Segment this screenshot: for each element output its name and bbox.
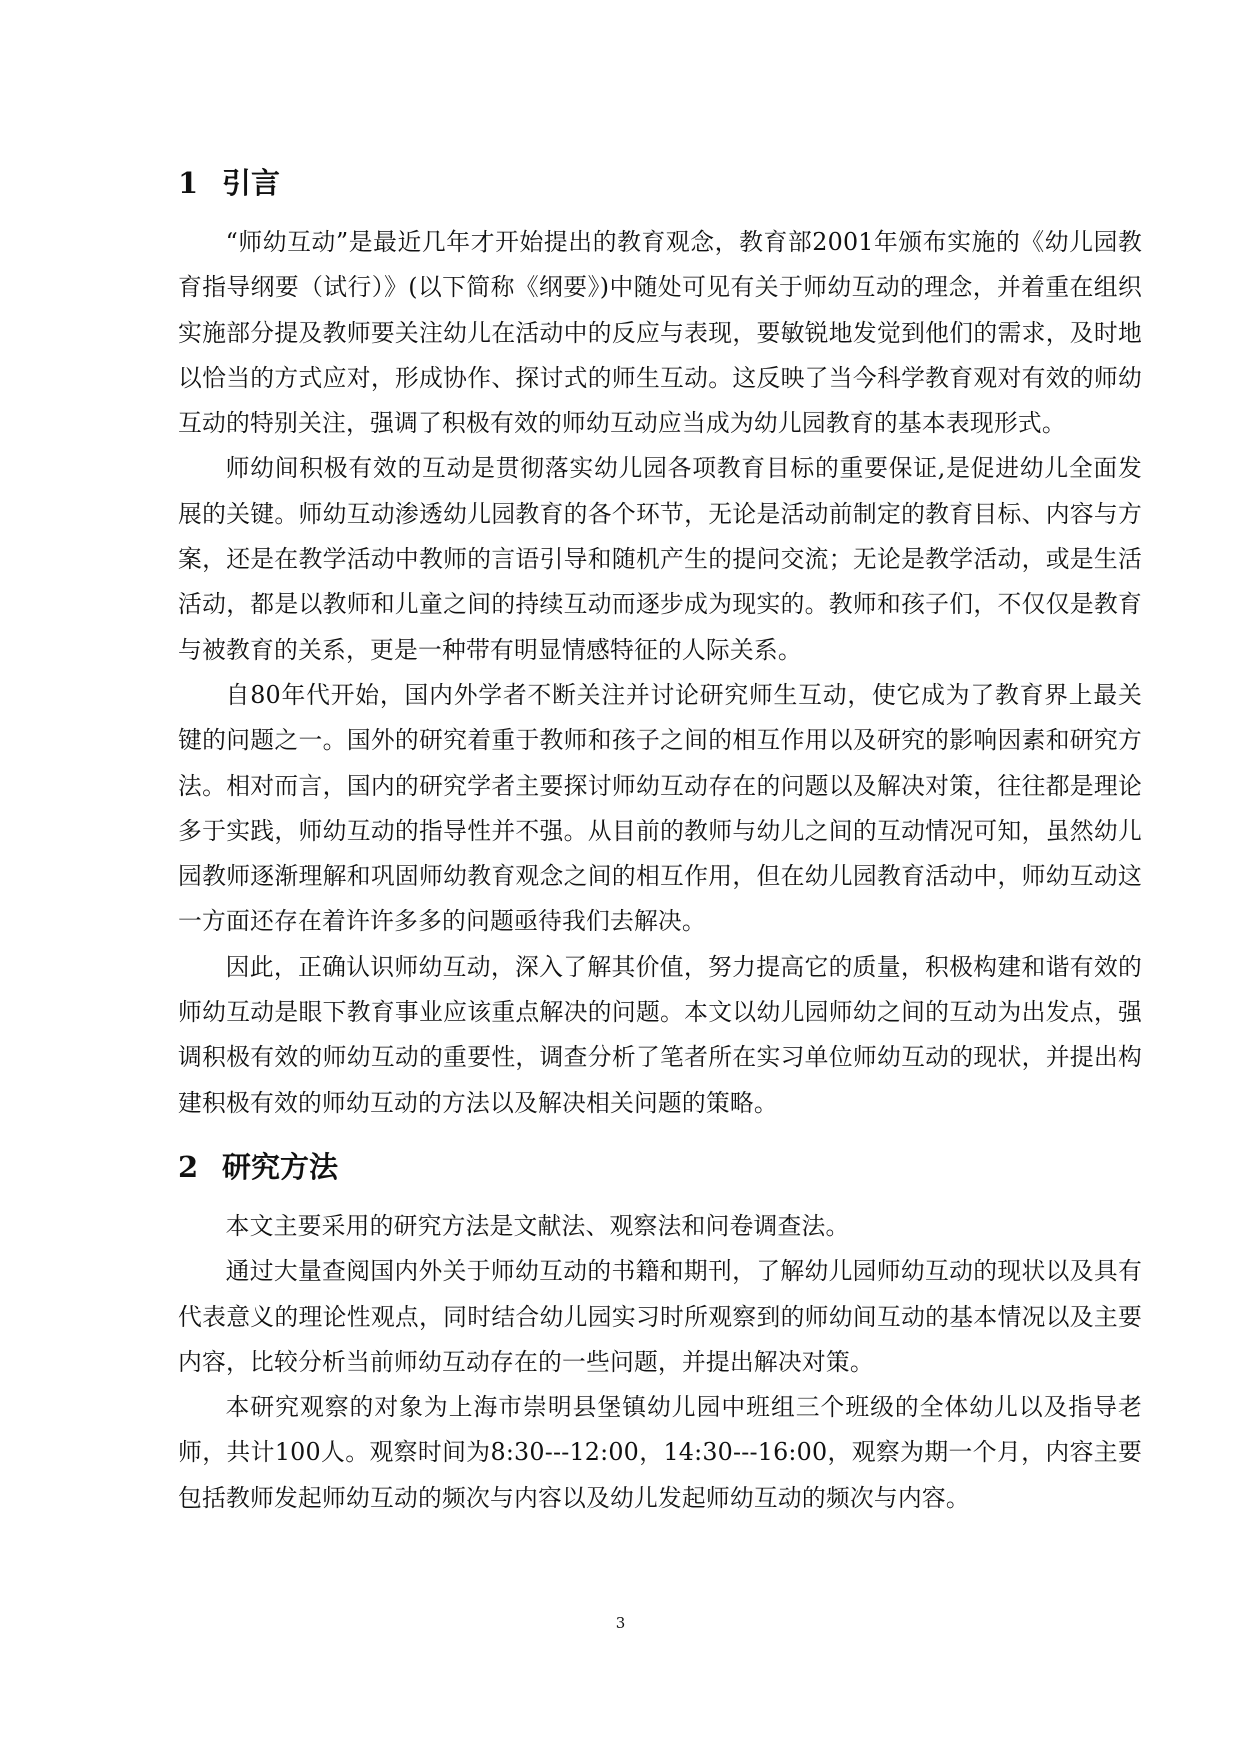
- section-number: 1: [178, 166, 199, 200]
- paragraph: 通过大量查阅国内外关于师幼互动的书籍和期刊，了解幼儿园师幼互动的现状以及具有代表意义的理论性观点，同时结合幼儿园实习时所观察到的师幼间互动的基本情况以及主要内容，比较分析当前师幼互动存在的一些问题，并提出解决对策。: [178, 1257, 1142, 1376]
- paragraph: 本研究观察的对象为上海市崇明县堡镇幼儿园中班组三个班级的全体幼儿以及指导老师，共计100人。观察时间为8:30---12:00，14:30---16:00，观察为期一个月，内容主要包括教师发起师幼互动的频次与内容以及幼儿发起师幼互动的频次与内容。: [178, 1393, 1142, 1512]
- section-heading-research-methods: [178, 1146, 1142, 1188]
- section-title: 研究方法: [222, 1149, 339, 1184]
- paragraph: 师幼间积极有效的互动是贯彻落实幼儿园各项教育目标的重要保证,是促进幼儿全面发展的关键。师幼互动渗透幼儿园教育的各个环节，无论是活动前制定的教育目标、内容与方案，还是在教学活动中教师的言语引导和随机产生的提问交流；无论是教学活动，或是生活活动，都是以教师和儿童之间的持续互动而逐步成为现实的。教师和孩子们，不仅仅是教育与被教育的关系，更是一种带有明显情感特征的人际关系。: [178, 454, 1142, 664]
- section-number: 2: [178, 1149, 199, 1184]
- page-number: 3: [615, 1614, 626, 1632]
- section-heading-introduction: [178, 162, 1142, 204]
- paragraph: 因此，正确认识师幼互动，深入了解其价值，努力提高它的质量，积极构建和谐有效的师幼互动是眼下教育事业应该重点解决的问题。本文以幼儿园师幼之间的互动为出发点，强调积极有效的师幼互动的重要性，调查分析了笔者所在实习单位师幼互动的现状，并提出构建积极有效的师幼互动的方法以及解决相关问题的策略。: [178, 952, 1142, 1117]
- paragraph: 本文主要采用的研究方法是文献法、观察法和问卷调查法。: [225, 1211, 850, 1240]
- section-title: 引言: [222, 166, 281, 200]
- paragraph: “师幼互动”是最近几年才开始提出的教育观念，教育部2001年颁布实施的《幼儿园教育指导纲要（试行）》(以下简称《纲要》)中随处可见有关于师幼互动的理念，并着重在组织实施部分提及教师要关注幼儿在活动中的反应与表现，要敏锐地发觉到他们的需求，及时地以恰当的方式应对，形成协作、探讨式的师生互动。这反映了当今科学教育观对有效的师幼互动的特别关注，强调了积极有效的师幼互动应当成为幼儿园教育的基本表现形式。: [178, 228, 1142, 438]
- paragraph: 自80年代开始，国内外学者不断关注并讨论研究师生互动，使它成为了教育界上最关键的问题之一。国外的研究着重于教师和孩子之间的相互作用以及研究的影响因素和研究方法。相对而言，国内的研究学者主要探讨师幼互动存在的问题以及解决对策，往往都是理论多于实践，师幼互动的指导性并不强。从目前的教师与幼儿之间的互动情况可知，虽然幼儿园教师逐渐理解和巩固师幼教育观念之间的相互作用，但在幼儿园教育活动中，师幼互动这一方面还存在着许许多多的问题亟待我们去解决。: [178, 680, 1142, 936]
- page-content: [178, 162, 1142, 1521]
